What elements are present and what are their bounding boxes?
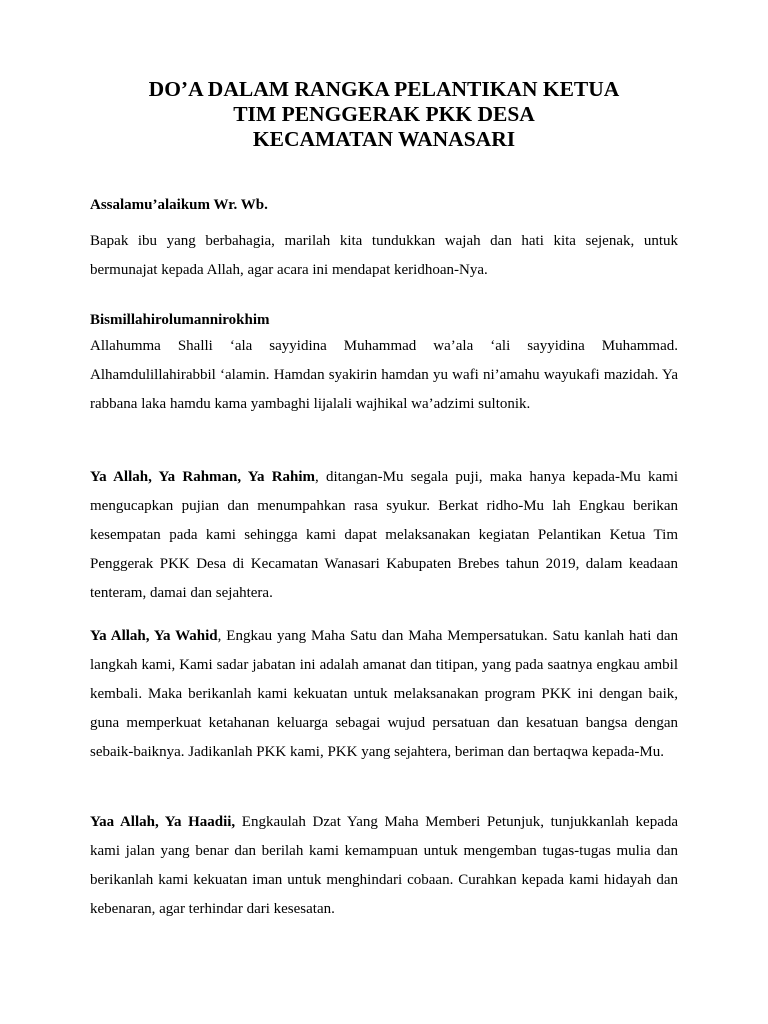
title-line-3: KECAMATAN WANASARI	[252, 127, 516, 151]
prayer-paragraph-rahman	[90, 463, 678, 608]
title-line-1: DO’A DALAM RANGKA PELANTIKAN KETUA	[148, 77, 620, 101]
paragraph-lead: Ya Allah, Ya Rahman, Ya Rahim	[90, 469, 316, 485]
paragraph-body: Engkaulah Dzat Yang Maha Memberi Petunjuk, tunjukkanlah kepada kami jalan yang benar dan berilah kami kemampuan untuk mengemban tugas-tugas mulia dan berikanlah kami kekuatan iman untuk menghindari cobaan. Curahkan kepada kami hidayah dan kebenaran, agar terhindar dari kesesatan.	[90, 814, 679, 917]
document-title	[90, 77, 678, 152]
paragraph-body: , Engkau yang Maha Satu dan Maha Mempersatukan. Satu kanlah hati dan langkah kami, Kami sadar jabatan ini adalah amanat dan titipan, yang pada saatnya engkau ambil kembali. Maka berikanlah kami kekuatan untuk melaksanakan program PKK ini dengan baik, guna memperkuat ketahanan keluarga sebagai wujud persatuan dan kesatuan bangsa dengan sebaik-baiknya. Jadikanlah PKK kami, PKK yang sejahtera, beriman dan bertaqwa kepada-Mu.	[90, 628, 679, 760]
greeting: Assalamu’alaikum Wr. Wb.	[90, 197, 268, 213]
paragraph-body: , ditangan-Mu segala puji, maka hanya kepada-Mu kami mengucapkan pujian dan menumpahkan rasa syukur. Berkat ridho-Mu lah Engkau berikan kesempatan pada kami sehingga kami dapat melaksanakan kegiatan Pelantikan Ketua Tim Penggerak PKK Desa di Kecamatan Wanasari Kabupaten Brebes tahun 2019, dalam keadaan tenteram, damai dan sejahtera.	[90, 469, 678, 601]
title-line-2: TIM PENGGERAK PKK DESA	[233, 102, 535, 126]
shalawat-paragraph: Allahumma Shalli ‘ala sayyidina Muhammad wa’ala ‘ali sayyidina Muhammad. Alhamdulillahirabbil ‘alamin. Hamdan syakirin hamdan yu wafi ni’amahu wayukafi mazidah. Ya rabbana laka hamdu kama yambaghi lijalali wajhikal wa’adzimi sultonik.	[90, 338, 678, 412]
bismillah-heading: Bismillahirolumannirokhim	[90, 312, 270, 328]
paragraph-lead: Yaa Allah, Ya Haadii,	[90, 814, 236, 830]
prayer-paragraph-haadii	[90, 808, 678, 924]
opening-paragraph: Bapak ibu yang berbahagia, marilah kita tundukkan wajah dan hati kita sejenak, untuk bermunajat kepada Allah, agar acara ini mendapat keridhoan-Nya.	[90, 233, 678, 278]
paragraph-lead: Ya Allah, Ya Wahid	[90, 628, 218, 644]
prayer-paragraph-wahid	[90, 622, 678, 767]
